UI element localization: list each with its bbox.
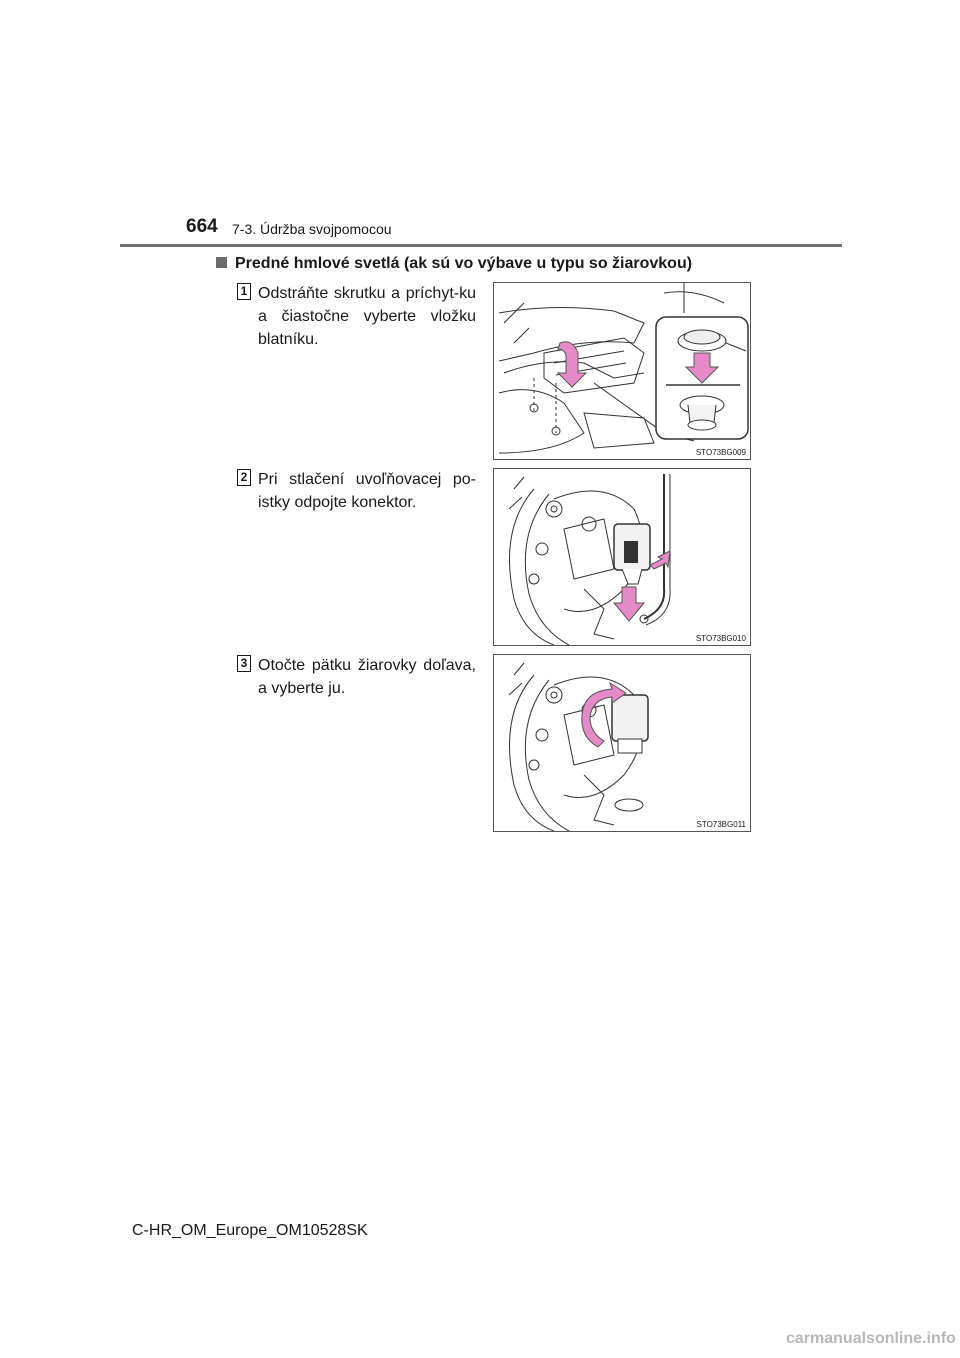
step-2-text: Pri stlačení uvoľňovacej po-istky odpojte konektor. bbox=[258, 471, 476, 511]
step-1-text: Odstráňte skrutku a príchyt-ku a čiastočne vyberte vložku blatníku. bbox=[258, 285, 476, 348]
watermark: carmanualsonline.info bbox=[786, 1330, 956, 1347]
page-number: 664 bbox=[186, 216, 218, 237]
press-arrow-icon bbox=[558, 342, 586, 387]
push-arrow-icon bbox=[650, 551, 670, 569]
header-rule bbox=[120, 244, 842, 247]
heading-text: Predné hmlové svetlá (ak sú vo výbave u typu so žiarovkou) bbox=[235, 255, 693, 272]
step-1-number: 1 bbox=[237, 283, 251, 300]
figure-code: STO73BG009 bbox=[695, 448, 746, 457]
step-2-number: 2 bbox=[237, 469, 251, 486]
bulb-rotate-illustration bbox=[494, 655, 750, 831]
heading-bullet-icon bbox=[216, 257, 227, 268]
step-3-figure bbox=[493, 654, 751, 832]
footer-doc-id: C-HR_OM_Europe_OM10528SK bbox=[132, 1222, 368, 1239]
figure-code: STO73BG011 bbox=[696, 820, 746, 829]
step-1-figure bbox=[493, 282, 751, 460]
step-3-text: Otočte pätku žiarovky doľava, a vyberte ju. bbox=[258, 657, 476, 697]
fender-liner-illustration bbox=[494, 283, 750, 459]
figure-code: STO73BG010 bbox=[695, 634, 746, 643]
pull-arrow-icon bbox=[614, 587, 644, 621]
connector-illustration bbox=[494, 469, 750, 645]
heading bbox=[216, 255, 692, 273]
step-3-number: 3 bbox=[237, 655, 251, 672]
section-title: 7-3. Údržba svojpomocou bbox=[232, 221, 392, 237]
step-2-figure bbox=[493, 468, 751, 646]
